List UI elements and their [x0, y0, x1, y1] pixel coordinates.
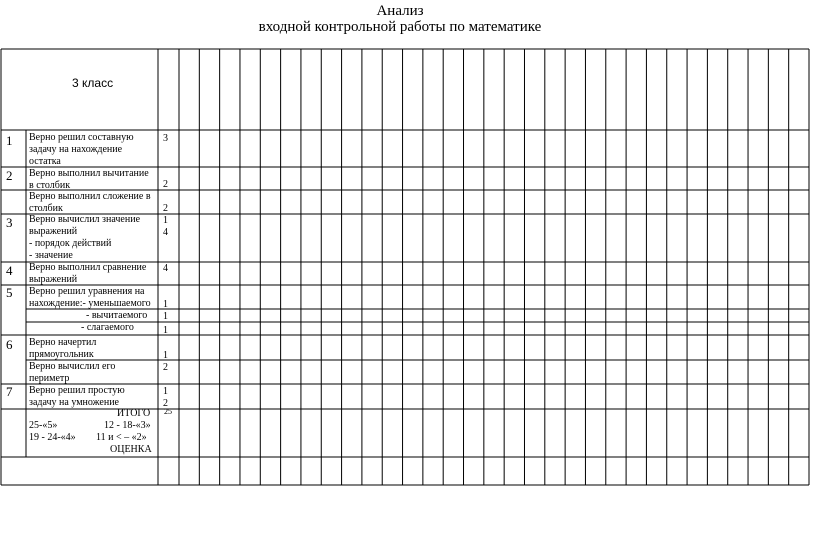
max-points: 2: [163, 362, 168, 373]
row-number: 7: [6, 384, 13, 399]
row-number: 3: [6, 215, 13, 230]
document-title: Анализ: [376, 3, 424, 19]
criterion-text: Верно вычислил значение выражений - порядок действий - значение: [29, 214, 141, 261]
criterion-text: Верно решил уравнения на нахождение:- уменьшаемого: [29, 286, 151, 309]
row-number: 4: [6, 263, 13, 278]
class-label: 3 класс: [72, 76, 114, 90]
max-points: 1: [163, 325, 168, 336]
max-points: 1: [163, 299, 168, 310]
total-points: 25: [164, 407, 172, 416]
max-points: 1: [163, 350, 168, 361]
score-label: ОЦЕНКА: [110, 444, 152, 455]
criterion-text: Верно решил составную задачу на нахождение остатка: [29, 132, 134, 167]
row-number: 6: [6, 337, 13, 352]
criterion-text: Верно выполнил сравнение выражений: [29, 262, 147, 285]
row-number: 5: [6, 285, 13, 300]
max-points: 2: [163, 179, 168, 190]
total-label: ИТОГО: [117, 408, 151, 419]
max-points: 3: [163, 133, 168, 144]
criterion-text: Верно выполнил вычитание в столбик: [29, 168, 149, 191]
criterion-subitem: - вычитаемого: [86, 310, 148, 321]
document-subtitle: входной контрольной работы по математике: [258, 19, 542, 35]
row-number: 2: [6, 168, 13, 183]
criterion-text: Верно начертил прямоугольник Верно вычислил его периметр: [29, 337, 116, 384]
grade-scale: 25-«5»: [29, 420, 58, 431]
max-points: 1 2: [163, 386, 168, 409]
grade-scale: 19 - 24-«4»: [29, 432, 76, 443]
criterion-text: Верно решил простую задачу на умножение: [29, 385, 125, 408]
criterion-subitem: - слагаемого: [81, 322, 134, 333]
criterion-text: Верно выполнил сложение в столбик: [29, 191, 151, 214]
grade-scale: 11 и < – «2»: [96, 432, 147, 443]
max-points: 2: [163, 203, 168, 214]
max-points: 4: [163, 263, 168, 274]
row-number: 1: [6, 133, 13, 148]
max-points: 1 4: [163, 215, 168, 238]
grade-scale: 12 - 18-«3»: [104, 420, 151, 431]
max-points: 1: [163, 311, 168, 322]
